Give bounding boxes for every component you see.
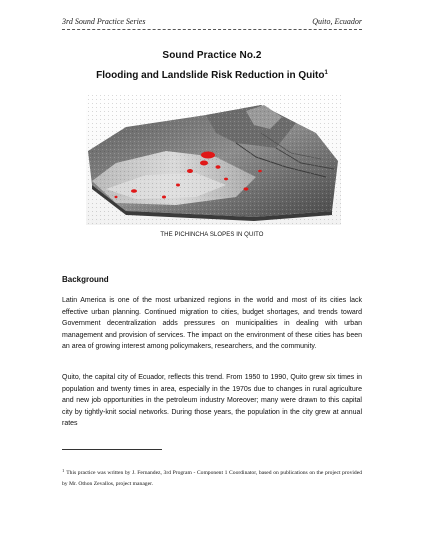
subtitle-text: Flooding and Landslide Risk Reduction in Quito	[96, 70, 325, 81]
terrain-3d-image	[86, 93, 341, 225]
footnote-rule	[62, 449, 162, 450]
section-heading: Background	[62, 275, 109, 284]
running-header	[62, 17, 362, 26]
location-label: Quito, Ecuador	[312, 17, 362, 26]
footnote	[62, 466, 362, 489]
footnote-marker: 1	[62, 468, 65, 473]
paragraph-2: Quito, the capital city of Ecuador, reflects this trend. From 1950 to 1990, Quito grew six times in population and twenty times in area, especially in the 1970s due to changes in rural agriculture and new job opportunities in the petroleum industry Moreover; many were drawn to this capital city by tightly-knit social networks. During those years, the population in the city grew at annual rates	[62, 374, 362, 428]
footnote-text: This practice was written by J. Fernandez, 3rd Program - Component 1 Coordinator, based on publications on the project provided by Mr. Othon Zevallos, project manager.	[62, 470, 362, 487]
page-title: Sound Practice No.2	[162, 50, 262, 61]
terrain-photo	[86, 93, 341, 225]
paragraph-1: Latin America is one of the most urbanized regions in the world and most of its cities lack effective urban planning. Continued migration to cities, budget shortages, and trends toward Government decentralization adds pressures on municipalities in dealing with urban management and provision of services. The impact on the environment of these cities has been an area of growing interest among policymakers, researchers, and the community.	[62, 297, 362, 351]
header-rule	[62, 29, 362, 30]
figure-caption: THE PICHINCHA SLOPES IN QUITO	[160, 232, 264, 238]
footnote-reference[interactable]: 1	[324, 70, 328, 76]
page-subtitle	[62, 70, 362, 81]
series-title: 3rd Sound Practice Series	[62, 17, 146, 26]
